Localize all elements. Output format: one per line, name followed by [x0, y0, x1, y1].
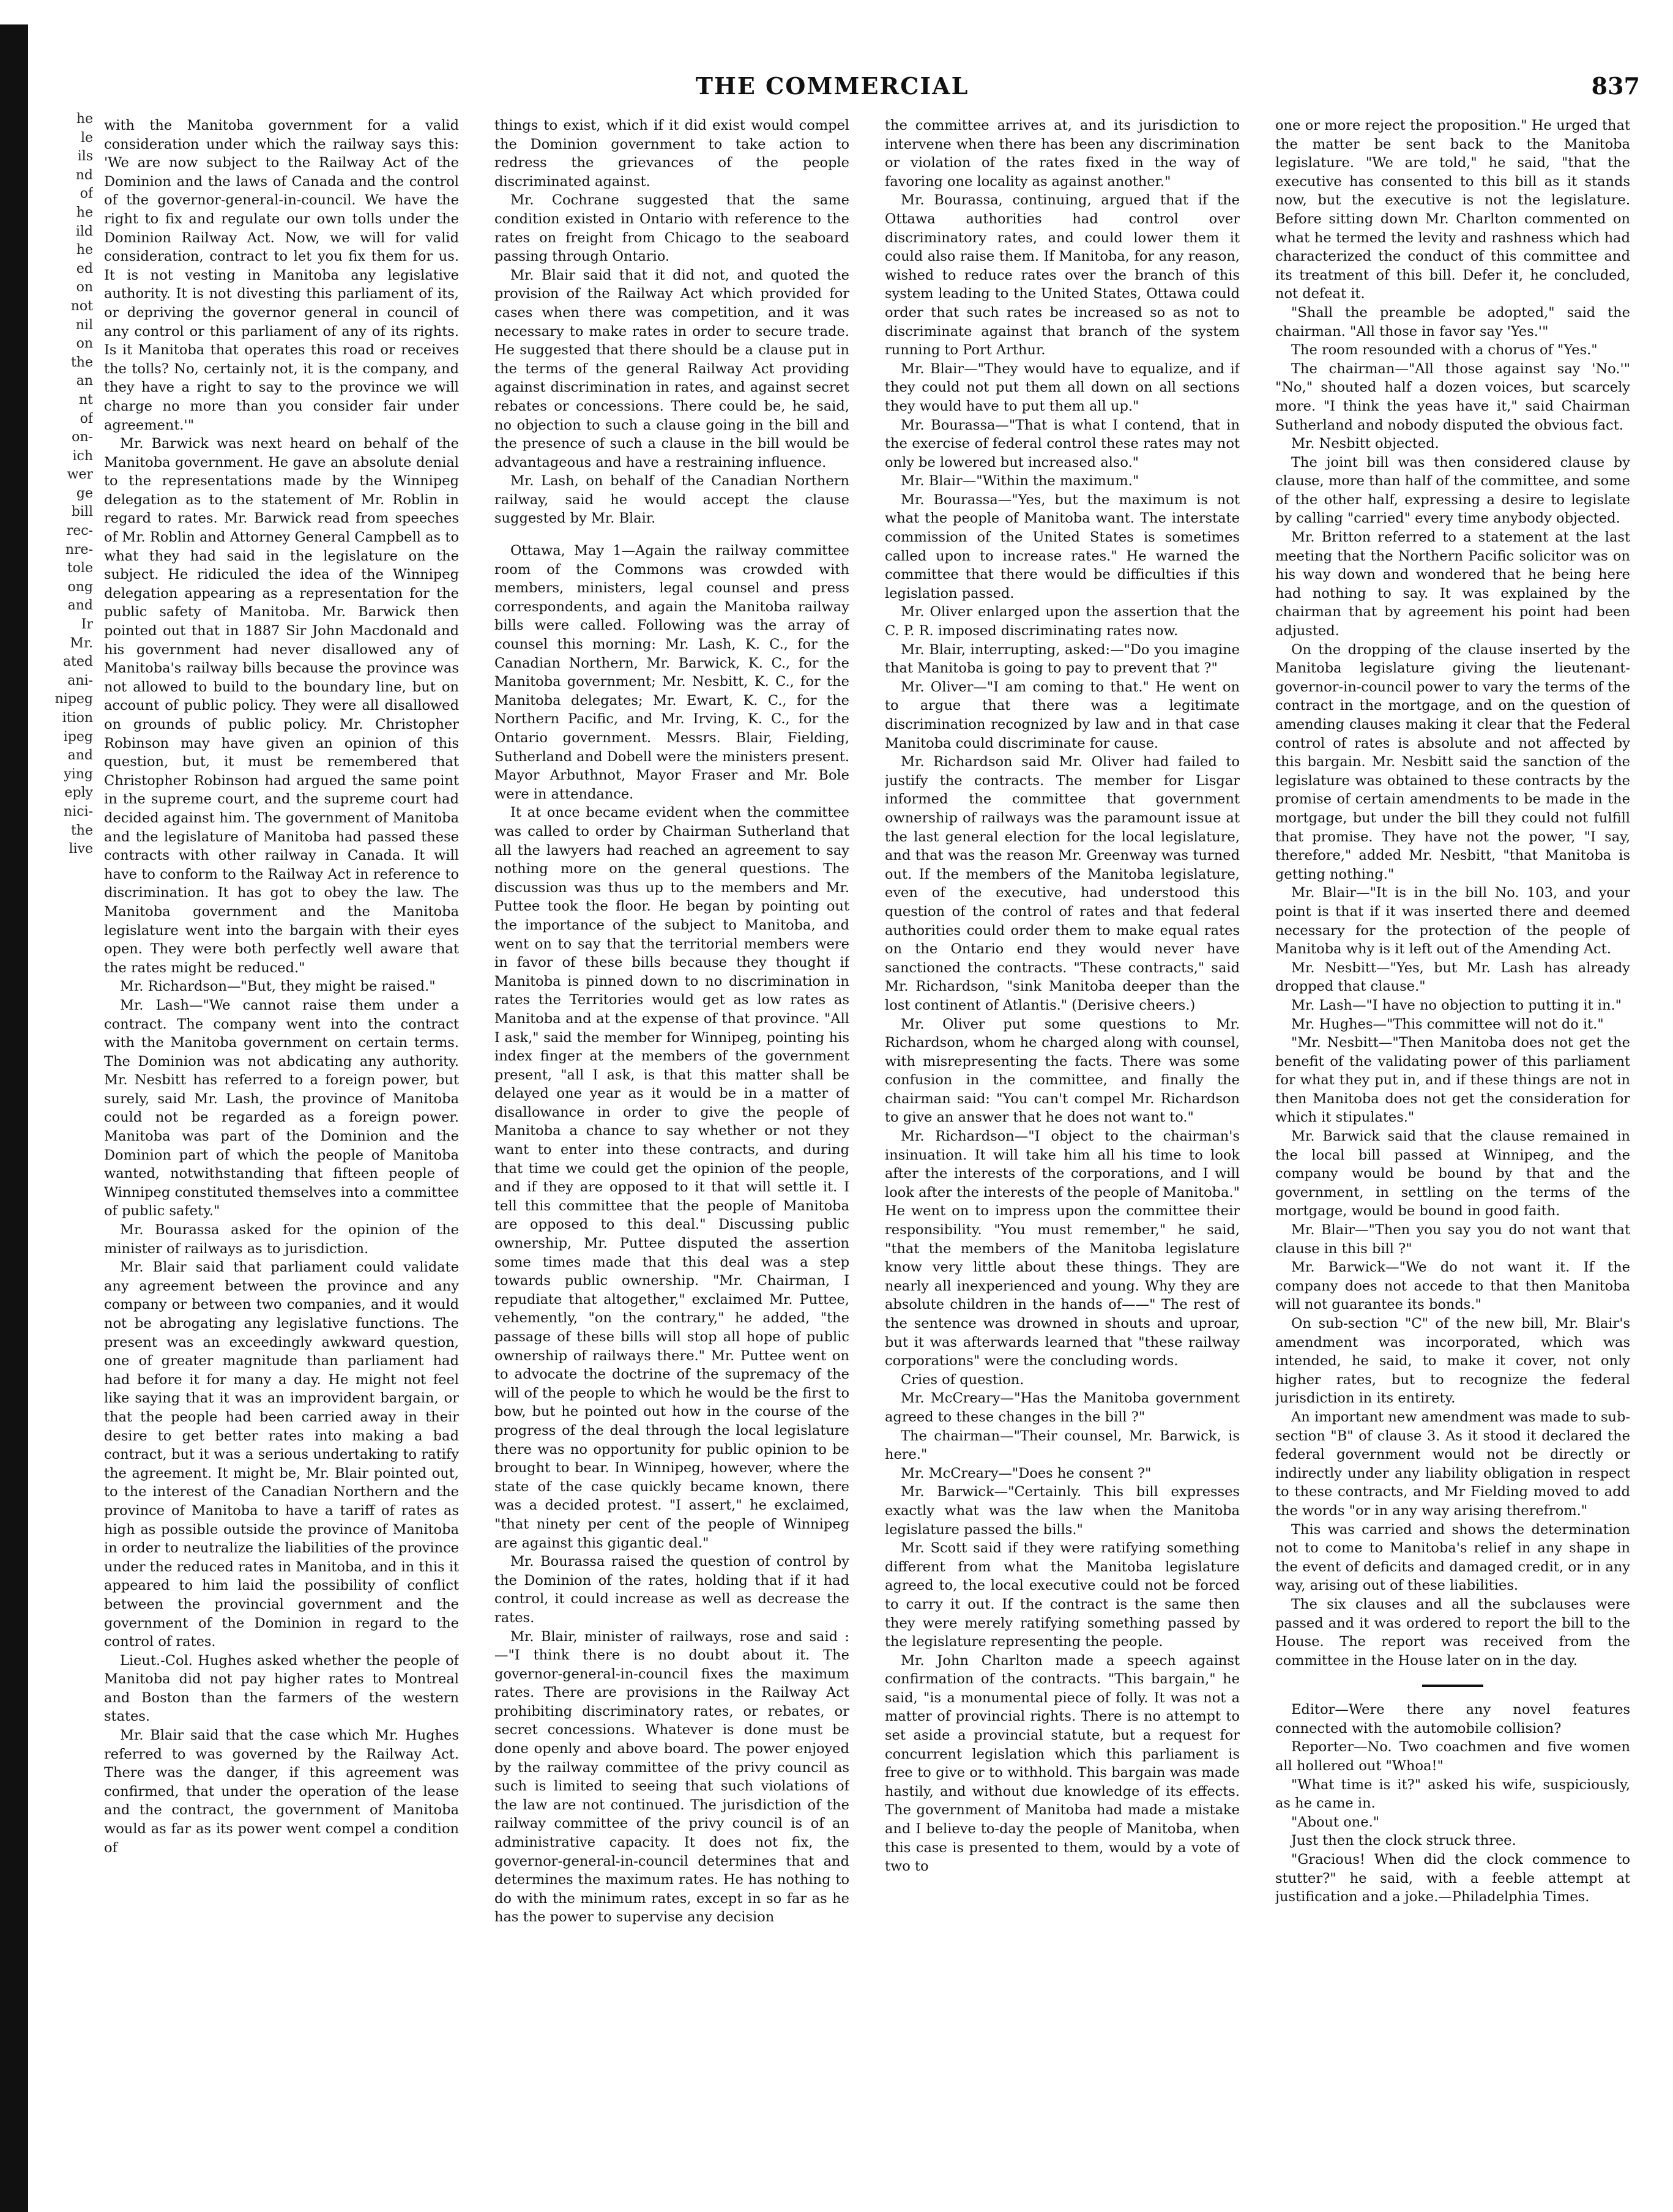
paragraph: This was carried and shows the determination not to come to Manitoba's relief in any shape in the event of deficits and damaged credit, or in any way, arising out of these liabilities. [1275, 1521, 1630, 1594]
paragraph: Reporter—No. Two coachmen and five women all hollered out "Whoa!" [1275, 1739, 1630, 1774]
edge-fragment: on [76, 280, 93, 296]
paragraph: "Gracious! When did the clock commence to stutter?" he said, with a feeble attempt at justification and a joke.—Philadelphia Times. [1275, 1852, 1630, 1905]
edge-fragment: live [69, 841, 93, 857]
edge-fragment: wer [67, 467, 93, 483]
section-gap [494, 528, 849, 542]
column-1 [104, 116, 459, 2197]
edge-fragment: ge [76, 485, 93, 501]
edge-fragment: the [70, 354, 93, 370]
paragraph: Mr. Blair—"They would have to equalize, and if they could not put them all down on all sections they would have to put them all up." [885, 360, 1240, 414]
paragraph: Just then the clock struck three. [1291, 1833, 1516, 1849]
edge-fragment: of [80, 186, 93, 202]
paragraph: Mr. Blair, minister of railways, rose and said :—"I think there is no doubt about it. The governor-general-in-council fixes the maximum rates. There are provisions in the Railway Act prohibiting discriminatory rates, or rebates, or secret concessions. Whatever is done must be done openly and above board. The power enjoyed by the railway committee of the privy council as such is limited to seeing that such violations of the law are not continued. The jurisdiction of the railway committee of the privy council is of an administrative capacity. It does not fix, the governor-general-in-council determines that and determines the maximum rates. He has nothing to do with the minimum rates, except in so far as he has the power to supervise any decision [494, 1628, 849, 1926]
edge-fragment: ition [62, 710, 93, 726]
col3-paragraphs [885, 116, 1240, 1876]
edge-fragment: ich [72, 448, 93, 464]
edge-fragment: ying [64, 766, 93, 782]
paragraph: Mr. Cochrane suggested that the same condition existed in Ontario with reference to the rates on freight from Chicago to the seaboard passing through Ontario. [494, 192, 849, 265]
edge-fragment: tole [67, 560, 93, 576]
paragraph: The joint bill was then considered clause by clause, more than half of the committee, and some of the other half, expressing a desire to legislate by calling "carried" every time anybody objected. [1275, 454, 1630, 527]
paragraph: Mr. Oliver—"I am coming to that." He went on to argue that there was a legitimate discrimination recognized by law and in that case Manitoba could discriminate for cause. [885, 679, 1240, 751]
paragraph: Mr. Blair said that the case which Mr. Hughes referred to was governed by the Railway Act. There was the danger, if this agreement was confirmed, that under the operation of the lease and the contract, the government of Manitoba would as far as its power went compel a condition of [104, 1727, 459, 1856]
paragraph: Mr. Blair, interrupting, asked:—"Do you imagine that Manitoba is going to pay to prevent that ?" [885, 641, 1240, 677]
col4-paragraphs-a [1275, 116, 1630, 1670]
edge-fragment: ated [62, 654, 93, 670]
edge-fragment: not [70, 298, 93, 314]
edge-fragment: of [80, 411, 93, 426]
edge-fragment: ani- [67, 672, 93, 688]
paragraph: Mr. Bourassa—"That is what I contend, that in the exercise of federal control these rates may not only be lowered but increased also." [885, 417, 1240, 471]
adjacent-page-fragments [32, 110, 93, 859]
paragraph: Mr. Blair—"Then you say you do not want that clause in this bill ?" [1275, 1222, 1630, 1257]
section-divider-rule [1422, 1685, 1483, 1687]
edge-fragment: nipeg [54, 691, 93, 707]
column-4 [1275, 116, 1630, 2197]
paragraph: things to exist, which if it did exist would compel the Dominion government to take action to redress the grievances of the people discriminated against. [494, 117, 849, 190]
paragraph: Mr. Barwick said that the clause remained in the local bill passed at Winnipeg, and the company would be bound by that and the government, in settling on the terms of the mortgage, would be bound in good faith. [1275, 1128, 1630, 1220]
paragraph: Mr. Barwick—"We do not want it. If the company does not accede to that then Manitoba will not guarantee its bonds." [1275, 1259, 1630, 1313]
paragraph: Mr. Scott said if they were ratifying something different from what the Manitoba legislature agreed to, the local executive could not be forced to carry it out. If the contract is the same then they were merely ratifying something passed by the legislature representing the people. [885, 1540, 1240, 1650]
edge-fragment: Mr. [70, 635, 93, 651]
edge-fragment: nt [78, 392, 93, 408]
paragraph: Mr. Nesbitt—"Yes, but Mr. Lash has already dropped that clause." [1275, 959, 1630, 995]
page-header [0, 0, 1673, 110]
paragraph: The chairman—"All those against say 'No.'" "No," shouted half a dozen voices, but scarcely more. "I think the yeas have it," said Chairman Sutherland and nobody disputed the obvious fact. [1275, 360, 1630, 433]
edge-fragment: on [76, 336, 93, 352]
col2-paragraphs-b [494, 542, 849, 1927]
edge-fragment: rec- [66, 523, 93, 539]
paragraph: Mr. Richardson—"I object to the chairman's insinuation. It will take him all his time to look after the interests of the corporations, and I will look after the interests of the people of Manitoba." He went on to impress upon the committee their responsibility. "You must remember," he said, "that the members of the Manitoba legislature know very little about these things. They are nearly all inexperienced and young. Why they are absolute children in the hands of——" The rest of the sentence was drowned in shouts and uproar, but it was afterwards learned that "these railway corporations" were the concluding words. [885, 1128, 1240, 1369]
edge-fragment: eply [64, 785, 93, 801]
edge-fragment: and [67, 598, 93, 614]
paragraph: one or more reject the proposition." He urged that the matter be sent back to the Manitoba legislature. "We are told," he said, "that the executive has consented to this bill as it stands now, but the executive is not the legislature. Before sitting down Mr. Charlton commented on what he termed the levity and rashness which had characterized the conduct of this committee and its treatment of this bill. Defer it, he concluded, not defeat it. [1275, 117, 1630, 302]
column-2 [494, 116, 849, 2197]
paragraph: Mr. Richardson said Mr. Oliver had failed to justify the contracts. The member for Lisgar informed the committee that government ownership of railways was the paramount issue at the last general election for the local legislature, and that was the reason Mr. Greenway was turned out. If the members of the Manitoba legislature, even of the executive, had understood this question of the control of rates and that federal authorities could order them to make equal rates on the Ontario end they would never have sanctioned the contracts. "These contracts," said Mr. Richardson, "sink Manitoba deeper than the lost continent of Atlantis." (Derisive cheers.) [885, 754, 1240, 1013]
paragraph: The room resounded with a chorus of "Yes." [1291, 342, 1598, 359]
paragraph: Mr. Barwick—"Certainly. This bill expresses exactly what was the law when the Manitoba legislature passed the bills." [885, 1484, 1240, 1538]
paragraph: Mr. Oliver enlarged upon the assertion that the C. P. R. imposed discriminating rates now. [885, 604, 1240, 639]
paragraph: Mr. Bourassa asked for the opinion of the minister of railways as to jurisdiction. [104, 1222, 459, 1257]
paragraph: "What time is it?" asked his wife, suspiciously, as he came in. [1275, 1776, 1630, 1812]
edge-fragment: ed [76, 261, 93, 277]
paragraph: Mr. Lash, on behalf of the Canadian Northern railway, said he would accept the clause suggested by Mr. Blair. [494, 473, 849, 527]
publication-title: THE COMMERCIAL [695, 72, 969, 100]
col2-paragraphs-a [494, 116, 849, 528]
edge-fragment: ils [77, 149, 93, 165]
paragraph: Cries of question. [901, 1371, 1024, 1388]
paragraph: On sub-section "C" of the new bill, Mr. Blair's amendment was incorporated, which was intended, he said, to make it cover, not only higher rates, but to recognize the federal jurisdiction in its entirety. [1275, 1316, 1630, 1407]
edge-fragment: Ir [81, 617, 93, 633]
edge-fragment: he [76, 111, 93, 127]
page-number: 837 [1591, 72, 1640, 100]
paragraph: Mr. Bourassa—"Yes, but the maximum is not what the people of Manitoba want. The interstate commission of the United States is sometimes called upon to increase rates." He warned the committee that there would be difficulties if this legislation passed. [885, 491, 1240, 601]
col1-paragraphs [104, 116, 459, 1857]
paragraph: "Mr. Nesbitt—"Then Manitoba does not get the benefit of the validating power of this parliament for what they put in, and if these things are not in then Manitoba does not get the consideration for which it stipulates." [1275, 1035, 1630, 1126]
paragraph: Mr. McCreary—"Does he consent ?" [901, 1465, 1152, 1481]
paragraph: "About one." [1291, 1814, 1380, 1830]
edge-fragment: bill [71, 504, 93, 520]
paragraph: The chairman—"Their counsel, Mr. Barwick, is here." [885, 1428, 1240, 1463]
paragraph: Mr. Bourassa raised the question of control by the Dominion of the rates, holding that if it had control, it could increase as well as decrease the rates. [494, 1554, 849, 1626]
paragraph: Mr. McCreary—"Has the Manitoba government agreed to these changes in the bill ?" [885, 1390, 1240, 1425]
paragraph: Editor—Were there any novel features connected with the automobile collision? [1275, 1702, 1630, 1737]
paragraph: Mr. Blair—"Within the maximum." [901, 473, 1139, 490]
col4-paragraphs-b [1275, 1700, 1630, 1907]
paragraph: It at once became evident when the committee was called to order by Chairman Sutherland that all the lawyers had reached an agreement to say nothing more on the general questions. The discussion was thus up to the members and Mr. Puttee took the floor. He began by pointing out the importance of the subject to Manitoba, and went on to say that the territorial members were in favor of these bills because they thought if Manitoba is pinned down to no discrimination in rates the Territories would get as low rates as Manitoba and at the expense of that province. "All I ask," said the member for Winnipeg, pointing his index finger at the members of the government present, "all I ask, is that this matter shall be delayed one year as it would be in a matter of disallowance in order to give the people of Manitoba a chance to say whether or not they want to enter into these contracts, and during that time we could get the opinion of the people, and if they are opposed to it that will settle it. I tell this committee that the people of Manitoba are opposed to this deal." Discussing public ownership, Mr. Puttee disputed the assertion some times made that this deal was a step towards public ownership. "Mr. Chairman, I repudiate that altogether," exclaimed Mr. Puttee, vehemently, "on the contrary," he added, "the passage of these bills will stop all hope of public ownership of railways there." Mr. Puttee went on to advocate the doctrine of the supremacy of the will of the people to which he would be the first to bow, but he pointed out how in the course of the progress of the deal through the local legislature there was no opportunity for public opinion to be brought to bear. In Winnipeg, however, where the state of the case quickly became known, there was a decided protest. "I assert," he exclaimed, "that ninety per cent of the people of Winnipeg are against this gigantic deal." [494, 805, 849, 1551]
edge-fragment: on- [72, 430, 93, 445]
paragraph: Mr. Nesbitt objected. [1291, 436, 1439, 452]
edge-fragment: he [76, 242, 93, 258]
paragraph: On the dropping of the clause inserted by the Manitoba legislature giving the lieutenant-governor-in-council power to vary the terms of the contract in the mortgage, and on the question of amending clauses making it clear that the Federal control of rates is absolute and not affected by this bargain. Mr. Nesbitt said the sanction of the legislature was obtained to these contracts by the promise of certain amendments to be made in the mortgage, but under the bill they could not fulfill that promise. They have not the power, "I say, therefore," added Mr. Nesbitt, "that Manitoba is getting nothing." [1275, 641, 1630, 882]
edge-fragment: nd [75, 167, 93, 183]
paragraph: Mr. Blair said that it did not, and quoted the provision of the Railway Act which provided for cases when there was competition, and it was necessary to make rates in order to secure trade. He suggested that there should be a clause put in the terms of the general Railway Act providing against discrimination in rates, and against secret rebates or concessions. There could be, he said, no objection to such a clause going in the bill and the presence of such a clause in the bill would be advantageous and have a restraining influence. [494, 267, 849, 471]
paragraph: the committee arrives at, and its jurisdiction to intervene when there has been any discrimination or violation of the rates fixed in the way of favoring one locality as against another." [885, 117, 1240, 190]
edge-fragment: ong [67, 579, 93, 595]
paragraph: Ottawa, May 1—Again the railway committee room of the Commons was crowded with members, ministers, legal counsel and press correspondents, and again the Manitoba railway bills were called. Following was the array of counsel this morning: Mr. Lash, K. C., for the Canadian Northern, Mr. Barwick, K. C., for the Manitoba government; Mr. Nesbitt, K. C., for the Manitoba delegates; Mr. Ewart, K. C., for the Northern Pacific, and Mr. Irving, K. C., for the Ontario government. Messrs. Blair, Fielding, Sutherland and Dobell were the ministers present. Mayor Arbuthnot, Mayor Fraser and Mr. Bole were in attendance. [494, 543, 849, 802]
paragraph: Mr. John Charlton made a speech against confirmation of the contracts. "This bargain," he said, "is a monumental piece of folly. It was not a matter of provincial rights. There is no attempt to set aside a provincial statute, but a request for concurrent legislation which this parliament is free to give or to withhold. This bargain was made hastily, and without due knowledge of its effects. The government of Manitoba had made a mistake and I believe to-day the people of Manitoba, when this case is presented to them, would by a vote of two to [885, 1652, 1240, 1875]
paragraph: The six clauses and all the subclauses were passed and it was ordered to report the bill to the House. The report was received from the committee in the House later on in the day. [1275, 1596, 1630, 1669]
edge-fragment: an [76, 373, 93, 389]
paragraph: Mr. Blair—"It is in the bill No. 103, and your point is that if it was inserted there and deemed necessary for the protection of the people of Manitoba why is it left out of the Amending Act. [1275, 885, 1630, 958]
edge-fragment: nici- [64, 803, 93, 819]
paragraph: "Shall the preamble be adopted," said the chairman. "All those in favor say 'Yes.'" [1275, 304, 1630, 340]
edge-fragment: nil [75, 317, 93, 333]
paragraph: Mr. Britton referred to a statement at the last meeting that the Northern Pacific solicitor was on his way down and wondered that he being here had nothing to say. It was explained by the chairman that by agreement his point had been adjusted. [1275, 529, 1630, 639]
paragraph: An important new amendment was made to sub-section "B" of clause 3. As it stood it declared the federal government would not be directly or indirectly under any liability obligation in respect to these contracts, and Mr Fielding moved to add the words "or in any way arising therefrom." [1275, 1409, 1630, 1519]
paragraph: with the Manitoba government for a valid consideration under which the railway says this: 'We are now subject to the Railway Act of the Dominion and the laws of Canada and the control of the governor-general-in-council. We have the right to fix and regulate our own tolls under the Dominion Railway Act. Now, we will for valid consideration, contract to let you fix them for us. It is not vesting in Manitoba any legislative authority. It is not divesting this parliament of its, or depriving the governor general in council of any control or this parliament of any of its rights. Is it Manitoba that operates this road or receives the tolls? No, certainly not, it is the company, and they have a right to say to the province we will charge no more than you consider fair under agreement.'" [104, 117, 459, 433]
edge-fragment: ipeg [63, 729, 93, 745]
paragraph: Mr. Bourassa, continuing, argued that if the Ottawa authorities had control over discriminatory rates, and could lower them it could also raise them. If Manitoba, for any reason, wished to reduce rates over the branch of this system leading to the United States, Ottawa could order that such rates be increased so as not to discriminate against that branch of the system running to Port Arthur. [885, 192, 1240, 359]
paragraph: Mr. Hughes—"This committee will not do it." [1291, 1016, 1604, 1032]
paragraph: Mr. Blair said that parliament could validate any agreement between the province and any company or between two companies, and it would not be abrogating any legislative functions. The present was an exceedingly awkward question, one of greater magnitude than parliament had had before it for many a day. He might not feel like saying that it was an improvident bargain, or that the people had been carried away in their desire to get better rates into making a bad contract, but it was a serious undertaking to ratify the agreement. It might be, Mr. Blair pointed out, to the interest of the Canadian Northern and the province of Manitoba to have a tariff of rates as high as possible outside the province of Manitoba in order to neutralize the liabilities of the province under the reduced rates in Manitoba, and in this it appeared to him laid the possibility of conflict between the provincial government and the government of the Dominion in regard to the control of rates. [104, 1259, 459, 1650]
paragraph: Mr. Richardson—"But, they might be raised." [120, 978, 436, 995]
paragraph: Mr. Lash—"I have no objection to putting it in." [1291, 997, 1622, 1013]
edge-fragment: nre- [65, 542, 93, 557]
edge-fragment: ild [75, 223, 93, 239]
edge-fragment: he [76, 204, 93, 220]
paragraph: Lieut.-Col. Hughes asked whether the people of Manitoba did not pay higher rates to Montreal and Boston than the farmers of the western states. [104, 1652, 459, 1725]
column-3 [885, 116, 1240, 2197]
paragraph: Mr. Barwick was next heard on behalf of the Manitoba government. He gave an absolute denial to the representations made by the Winnipeg delegation as to the statement of Mr. Roblin in regard to rates. Mr. Barwick read from speeches of Mr. Roblin and Attorney General Campbell as to what they had said in the legislature on the subject. He ridiculed the idea of the Winnipeg delegation appearing as a representation for the public safety of Manitoba. Mr. Barwick then pointed out that in 1887 Sir John Macdonald and his government had never disallowed any of Manitoba's railway bills because the province was not allowed to build to the boundary line, but on account of public policy. They were all disallowed on grounds of public policy. Mr. Christopher Robinson may have given an opinion of this question, but, it must be remembered that Christopher Robinson had argued the same point in the supreme court, and the supreme court had decided against him. The government of Manitoba and the legislature of Manitoba had passed these contracts with other railway in Canada. It will have to conform to the Railway Act in reference to discrimination. It has got to obey the law. The Manitoba government and the Manitoba legislature went into the bargain with their eyes open. They were both perfectly well aware that the rates might be reduced." [104, 436, 459, 976]
edge-fragment: le [80, 130, 93, 146]
paragraph: Mr. Lash—"We cannot raise them under a contract. The company went into the contract with the Manitoba government on certain terms. The Dominion was not abdicating any authority. Mr. Nesbitt has referred to a foreign power, but surely, said Mr. Lash, the province of Manitoba could not be regarded as a foreign power. Manitoba was part of the Dominion and the Dominion part of which the people of Manitoba wanted, notwithstanding that fifteen people of Winnipeg constituted themselves into a committee of public safety." [104, 997, 459, 1220]
edge-fragment: and [67, 748, 93, 764]
paragraph: Mr. Oliver put some questions to Mr. Richardson, whom he charged along with counsel, with misrepresenting the facts. There was some confusion in the committee, and finally the chairman said: "You can't compel Mr. Richardson to give an answer that he does not want to." [885, 1016, 1240, 1126]
edge-fragment: the [70, 822, 93, 838]
